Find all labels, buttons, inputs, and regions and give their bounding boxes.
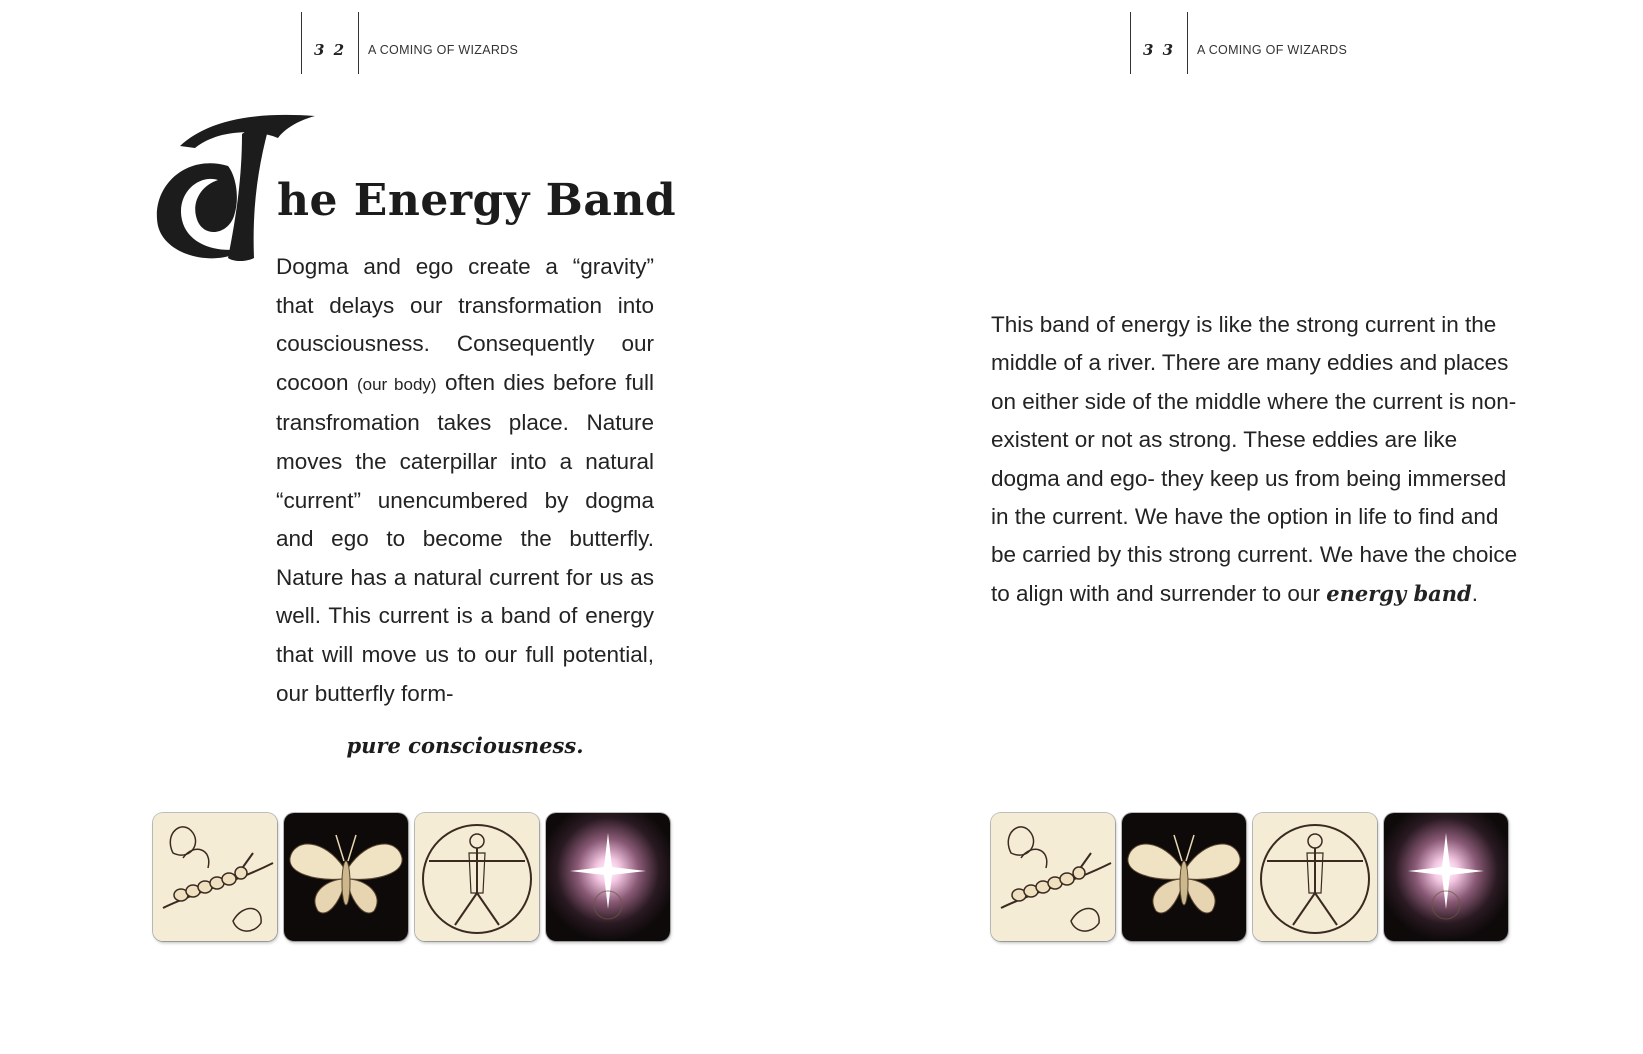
- body-text: This band of energy is like the strong current in the middle of a river. There are many eddies and places on either side of the middle where the current is non-existent or not as strong. These eddies are like dogma and ego- they keep us from being immersed in the current. We have the option in life to find and be carried by this strong current. We have the choice to align with and surrender to our: [991, 312, 1518, 606]
- running-title: A COMING OF WIZARDS: [1197, 43, 1348, 57]
- body-text: Dogma and ego create a “gravity” that delays our transformation into cousciousness. Consequently our cocoon: [276, 254, 654, 395]
- closing-line: pure consciousness.: [346, 733, 584, 758]
- butterfly-icon: [284, 813, 408, 941]
- caterpillar-icon: [153, 813, 277, 941]
- page-number: 3 2: [313, 41, 347, 59]
- light-star-icon: [546, 813, 670, 941]
- vitruvian-figure-icon: [1253, 813, 1377, 941]
- icon-strip: [153, 813, 670, 941]
- drop-cap-letter: T: [150, 108, 151, 109]
- body-paragraph: [991, 306, 1521, 613]
- right-page: [821, 0, 1643, 1054]
- energy-band-emphasis: energy band: [1326, 580, 1472, 606]
- vitruvian-figure-icon: [415, 813, 539, 941]
- body-text-continued: often dies before full transfromation takes place. Nature moves the caterpillar into a natural “current” unencumbered by dogma and ego to become the butterfly. Nature has a natural current for us as well. This current is a band of energy that will move us to our full potential, our butterfly form-: [276, 369, 655, 706]
- butterfly-icon: [1122, 813, 1246, 941]
- caterpillar-icon: [991, 813, 1115, 941]
- light-star-icon: [1384, 813, 1508, 941]
- body-paragraph: [276, 248, 654, 713]
- left-page: [0, 0, 821, 1054]
- page-number: 3 3: [1142, 41, 1176, 59]
- page-header: [1130, 12, 1347, 74]
- running-title: A COMING OF WIZARDS: [368, 43, 519, 57]
- icon-strip: [991, 813, 1508, 941]
- body-text-end: .: [1471, 580, 1478, 606]
- body-aside: (our body): [356, 374, 437, 394]
- page-title: he Energy Band: [277, 175, 677, 226]
- page-header: [301, 12, 518, 74]
